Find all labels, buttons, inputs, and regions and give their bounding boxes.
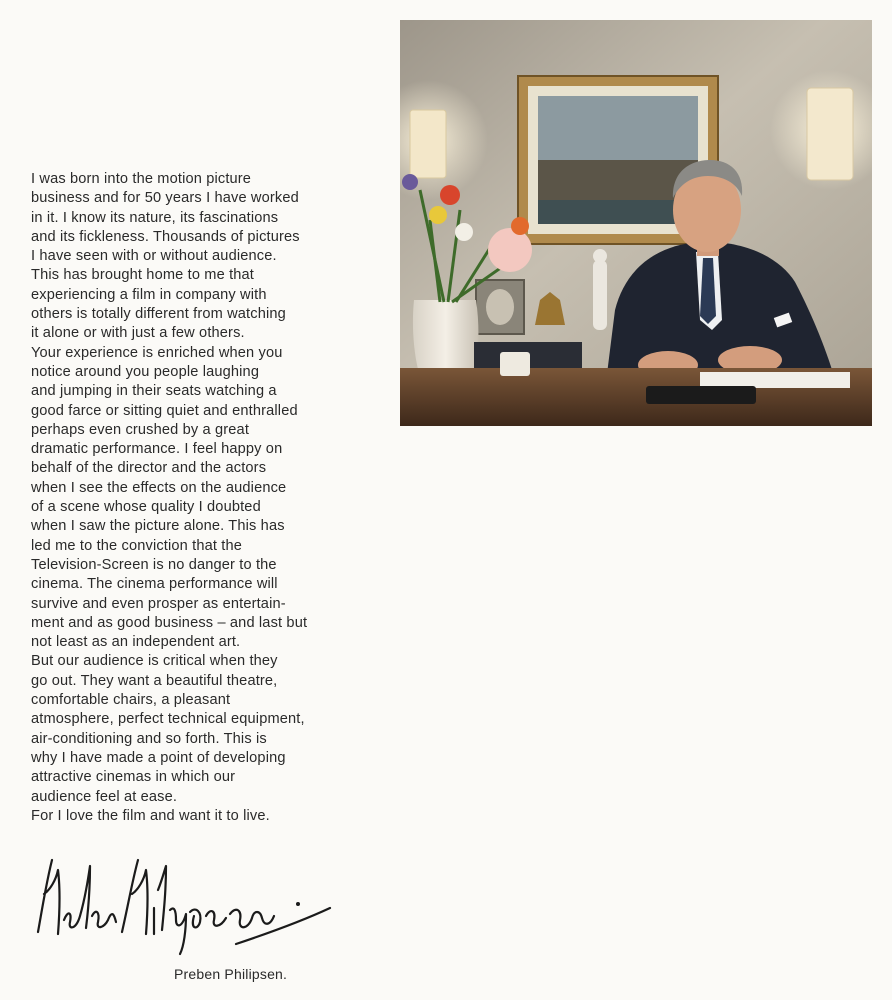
flower-yellow bbox=[429, 206, 447, 224]
portrait-photo bbox=[400, 20, 872, 426]
flower-orange bbox=[511, 217, 529, 235]
letter-line: I have seen with or without audience. bbox=[31, 248, 277, 265]
letter-line: survive and even prosper as entertain- bbox=[31, 595, 286, 612]
letter-line: cinema. The cinema performance will bbox=[31, 576, 278, 593]
letter-body bbox=[31, 170, 351, 826]
letter-line: attractive cinemas in which our bbox=[31, 769, 236, 786]
letter-line: For I love the film and want it to live. bbox=[31, 807, 270, 824]
statue-head bbox=[593, 249, 607, 263]
letter-line: it alone or with just a few others. bbox=[31, 325, 245, 342]
letter-line: air-conditioning and so forth. This is bbox=[31, 730, 267, 747]
letter-line: not least as an independent art. bbox=[31, 634, 241, 651]
letter-line: This has brought home to me that bbox=[31, 267, 255, 284]
letter-line: I was born into the motion picture bbox=[31, 171, 252, 187]
letter-line: why I have made a point of developing bbox=[31, 749, 286, 766]
letter-line: experiencing a film in company with bbox=[31, 286, 267, 303]
wall-lamp-left bbox=[410, 110, 446, 178]
desk-box bbox=[500, 352, 530, 376]
signature-dot bbox=[296, 902, 300, 906]
letter-line: ment and as good business – and last but bbox=[31, 614, 308, 631]
letter-line: good farce or sitting quiet and enthralled bbox=[31, 402, 298, 419]
letter-line: of a scene whose quality I doubted bbox=[31, 499, 261, 516]
letter-line: notice around you people laughing bbox=[31, 363, 260, 380]
letter-line: led me to the conviction that the bbox=[31, 537, 243, 554]
statue bbox=[593, 260, 607, 330]
letter-line: Television-Screen is no danger to the bbox=[31, 556, 277, 573]
letter-line: business and for 50 years I have worked bbox=[31, 190, 299, 207]
handwritten-signature bbox=[30, 850, 350, 960]
letter-line: dramatic performance. I feel happy on bbox=[31, 441, 283, 458]
signer-name: Preben Philipsen. bbox=[174, 966, 288, 982]
letter-line: others is totally different from watching bbox=[31, 306, 286, 323]
flower-red bbox=[440, 185, 460, 205]
letter-line: behalf of the director and the actors bbox=[31, 460, 267, 477]
letter-line: But our audience is critical when they bbox=[31, 653, 278, 670]
flower-purple bbox=[402, 174, 418, 190]
flower-pink bbox=[488, 228, 532, 272]
desk-phone bbox=[646, 386, 756, 404]
letter-line: and jumping in their seats watching a bbox=[31, 383, 277, 400]
letter-line: Your experience is enriched when you bbox=[31, 344, 283, 361]
letter-line: when I saw the picture alone. This has bbox=[31, 518, 285, 535]
letter-line: atmosphere, perfect technical equipment, bbox=[31, 711, 305, 728]
letter-line: and its fickleness. Thousands of pictures bbox=[31, 228, 300, 245]
desk-papers bbox=[700, 372, 850, 388]
painting-sky bbox=[538, 96, 698, 166]
letter-line: comfortable chairs, a pleasant bbox=[31, 692, 231, 709]
letter-line: go out. They want a beautiful theatre, bbox=[31, 672, 278, 689]
letter-line: when I see the effects on the audience bbox=[31, 479, 287, 496]
flower-white bbox=[455, 223, 473, 241]
letter-line: perhaps even crushed by a great bbox=[31, 421, 250, 438]
letter-line: in it. I know its nature, its fascinations bbox=[31, 209, 279, 226]
letter-line: audience feel at ease. bbox=[31, 788, 178, 805]
wall-lamp-right bbox=[807, 88, 853, 180]
photo-frame-portrait bbox=[486, 289, 514, 325]
